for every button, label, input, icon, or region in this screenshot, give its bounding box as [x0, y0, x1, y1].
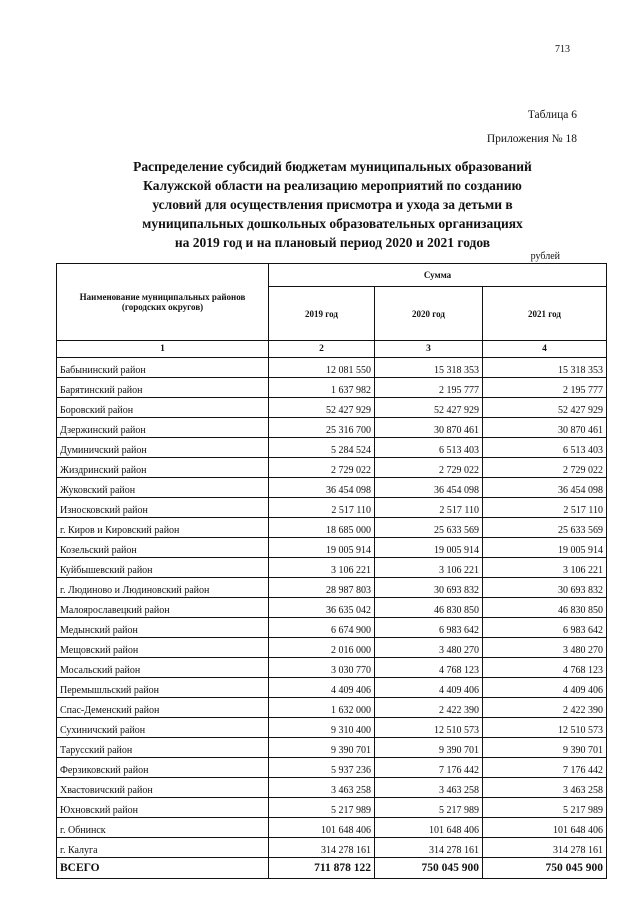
district-name: Мосальский район — [57, 658, 269, 678]
value-2019: 5 284 524 — [269, 438, 375, 458]
header-year-2020: 2020 год — [375, 287, 483, 341]
table-row — [57, 698, 607, 718]
value-2019: 25 316 700 — [269, 418, 375, 438]
total-2019: 711 878 122 — [269, 858, 375, 879]
value-2021: 15 318 353 — [483, 358, 607, 378]
value-2021: 9 390 701 — [483, 738, 607, 758]
value-2019: 9 310 400 — [269, 718, 375, 738]
value-2021: 6 983 642 — [483, 618, 607, 638]
value-2020: 2 729 022 — [375, 458, 483, 478]
value-2020: 6 513 403 — [375, 438, 483, 458]
value-2021: 30 870 461 — [483, 418, 607, 438]
district-name: Малоярославецкий район — [57, 598, 269, 618]
header-sum: Сумма — [269, 264, 607, 287]
value-2021: 3 106 221 — [483, 558, 607, 578]
value-2020: 25 633 569 — [375, 518, 483, 538]
district-name: Куйбышевский район — [57, 558, 269, 578]
district-name: Мещовский район — [57, 638, 269, 658]
value-2021: 6 513 403 — [483, 438, 607, 458]
district-name: Барятинский район — [57, 378, 269, 398]
value-2021: 3 463 258 — [483, 778, 607, 798]
value-2021: 19 005 914 — [483, 538, 607, 558]
district-name: г. Киров и Кировский район — [57, 518, 269, 538]
value-2020: 4 409 406 — [375, 678, 483, 698]
total-2020: 750 045 900 — [375, 858, 483, 879]
value-2019: 3 030 770 — [269, 658, 375, 678]
value-2020: 4 768 123 — [375, 658, 483, 678]
value-2019: 2 729 022 — [269, 458, 375, 478]
value-2019: 5 217 989 — [269, 798, 375, 818]
value-2020: 9 390 701 — [375, 738, 483, 758]
table-label: Таблица 6 — [527, 109, 577, 121]
value-2020: 12 510 573 — [375, 718, 483, 738]
value-2020: 15 318 353 — [375, 358, 483, 378]
value-2020: 3 480 270 — [375, 638, 483, 658]
value-2019: 19 005 914 — [269, 538, 375, 558]
value-2020: 314 278 161 — [375, 838, 483, 858]
district-name: Жиздринский район — [57, 458, 269, 478]
value-2021: 5 217 989 — [483, 798, 607, 818]
table-row — [57, 818, 607, 838]
table-row — [57, 718, 607, 738]
total-2021: 750 045 900 — [483, 858, 607, 879]
district-name: г. Людиново и Людиновский район — [57, 578, 269, 598]
value-2019: 9 390 701 — [269, 738, 375, 758]
table-row — [57, 838, 607, 858]
header-year-2021: 2021 год — [483, 287, 607, 341]
table-row — [57, 498, 607, 518]
header-name: Наименование муниципальных районов (городских округов) — [57, 264, 269, 341]
value-2019: 2 517 110 — [269, 498, 375, 518]
district-name: Дзержинский район — [57, 418, 269, 438]
value-2019: 3 463 258 — [269, 778, 375, 798]
value-2020: 30 693 832 — [375, 578, 483, 598]
value-2021: 314 278 161 — [483, 838, 607, 858]
value-2019: 52 427 929 — [269, 398, 375, 418]
value-2021: 25 633 569 — [483, 518, 607, 538]
table-row — [57, 418, 607, 438]
district-name: Юхновский район — [57, 798, 269, 818]
value-2021: 52 427 929 — [483, 398, 607, 418]
unit-label: рублей — [530, 251, 560, 262]
table-row — [57, 538, 607, 558]
value-2020: 2 422 390 — [375, 698, 483, 718]
value-2020: 101 648 406 — [375, 818, 483, 838]
table-row — [57, 678, 607, 698]
value-2019: 36 635 042 — [269, 598, 375, 618]
district-name: Ферзиковский район — [57, 758, 269, 778]
total-row — [57, 858, 607, 879]
district-name: Износковский район — [57, 498, 269, 518]
value-2021: 2 729 022 — [483, 458, 607, 478]
column-number: 2 — [269, 341, 375, 358]
table-row — [57, 758, 607, 778]
title-line: условий для осуществления присмотра и ухода за детьми в — [152, 197, 513, 212]
value-2019: 4 409 406 — [269, 678, 375, 698]
value-2020: 30 870 461 — [375, 418, 483, 438]
title-line: Калужской области на реализацию мероприятий по созданию — [143, 178, 522, 193]
column-number: 4 — [483, 341, 607, 358]
value-2021: 46 830 850 — [483, 598, 607, 618]
value-2020: 6 983 642 — [375, 618, 483, 638]
subsidy-table — [56, 263, 607, 879]
page-number: 713 — [555, 44, 570, 55]
value-2020: 7 176 442 — [375, 758, 483, 778]
value-2020: 3 106 221 — [375, 558, 483, 578]
value-2019: 12 081 550 — [269, 358, 375, 378]
appendix-label: Приложения № 18 — [486, 133, 577, 145]
value-2020: 3 463 258 — [375, 778, 483, 798]
value-2021: 36 454 098 — [483, 478, 607, 498]
district-name: Жуковский район — [57, 478, 269, 498]
value-2020: 5 217 989 — [375, 798, 483, 818]
value-2019: 1 632 000 — [269, 698, 375, 718]
district-name: Спас-Деменский район — [57, 698, 269, 718]
value-2020: 36 454 098 — [375, 478, 483, 498]
value-2019: 28 987 803 — [269, 578, 375, 598]
value-2019: 3 106 221 — [269, 558, 375, 578]
table-row — [57, 358, 607, 378]
value-2021: 2 422 390 — [483, 698, 607, 718]
table-row — [57, 738, 607, 758]
value-2021: 30 693 832 — [483, 578, 607, 598]
table-row — [57, 618, 607, 638]
table-row — [57, 778, 607, 798]
table-body — [57, 358, 607, 858]
district-name: Боровский район — [57, 398, 269, 418]
value-2021: 101 648 406 — [483, 818, 607, 838]
table-row — [57, 518, 607, 538]
table-row — [57, 658, 607, 678]
value-2020: 2 195 777 — [375, 378, 483, 398]
value-2020: 2 517 110 — [375, 498, 483, 518]
value-2019: 314 278 161 — [269, 838, 375, 858]
title-line: на 2019 год и на плановый период 2020 и 2021 годов — [174, 235, 491, 250]
district-name: Козельский район — [57, 538, 269, 558]
title-line: Распределение субсидий бюджетам муниципальных образований — [133, 159, 532, 174]
district-name: Медынский район — [57, 618, 269, 638]
value-2021: 2 517 110 — [483, 498, 607, 518]
value-2021: 7 176 442 — [483, 758, 607, 778]
value-2019: 18 685 000 — [269, 518, 375, 538]
value-2021: 3 480 270 — [483, 638, 607, 658]
table-row — [57, 558, 607, 578]
district-name: Сухиничский район — [57, 718, 269, 738]
table-row — [57, 458, 607, 478]
document-title — [60, 157, 605, 252]
table-row — [57, 798, 607, 818]
title-line: муниципальных дошкольных образовательных организациях — [142, 216, 523, 231]
district-name: г. Обнинск — [57, 818, 269, 838]
district-name: Перемышльский район — [57, 678, 269, 698]
value-2021: 2 195 777 — [483, 378, 607, 398]
district-name: Хвастовичский район — [57, 778, 269, 798]
total-label: ВСЕГО — [57, 858, 269, 879]
column-number: 1 — [57, 341, 269, 358]
value-2019: 2 016 000 — [269, 638, 375, 658]
table-row — [57, 438, 607, 458]
table-row — [57, 478, 607, 498]
district-name: Думиничский район — [57, 438, 269, 458]
district-name: г. Калуга — [57, 838, 269, 858]
column-number: 3 — [375, 341, 483, 358]
value-2021: 4 409 406 — [483, 678, 607, 698]
table-row — [57, 578, 607, 598]
value-2021: 4 768 123 — [483, 658, 607, 678]
district-name: Тарусский район — [57, 738, 269, 758]
value-2019: 5 937 236 — [269, 758, 375, 778]
table-row — [57, 638, 607, 658]
table-row — [57, 398, 607, 418]
value-2020: 46 830 850 — [375, 598, 483, 618]
value-2019: 101 648 406 — [269, 818, 375, 838]
district-name: Бабынинский район — [57, 358, 269, 378]
table-row — [57, 378, 607, 398]
table-row — [57, 598, 607, 618]
value-2021: 12 510 573 — [483, 718, 607, 738]
value-2019: 6 674 900 — [269, 618, 375, 638]
header-year-2019: 2019 год — [269, 287, 375, 341]
value-2019: 1 637 982 — [269, 378, 375, 398]
value-2020: 52 427 929 — [375, 398, 483, 418]
value-2020: 19 005 914 — [375, 538, 483, 558]
value-2019: 36 454 098 — [269, 478, 375, 498]
